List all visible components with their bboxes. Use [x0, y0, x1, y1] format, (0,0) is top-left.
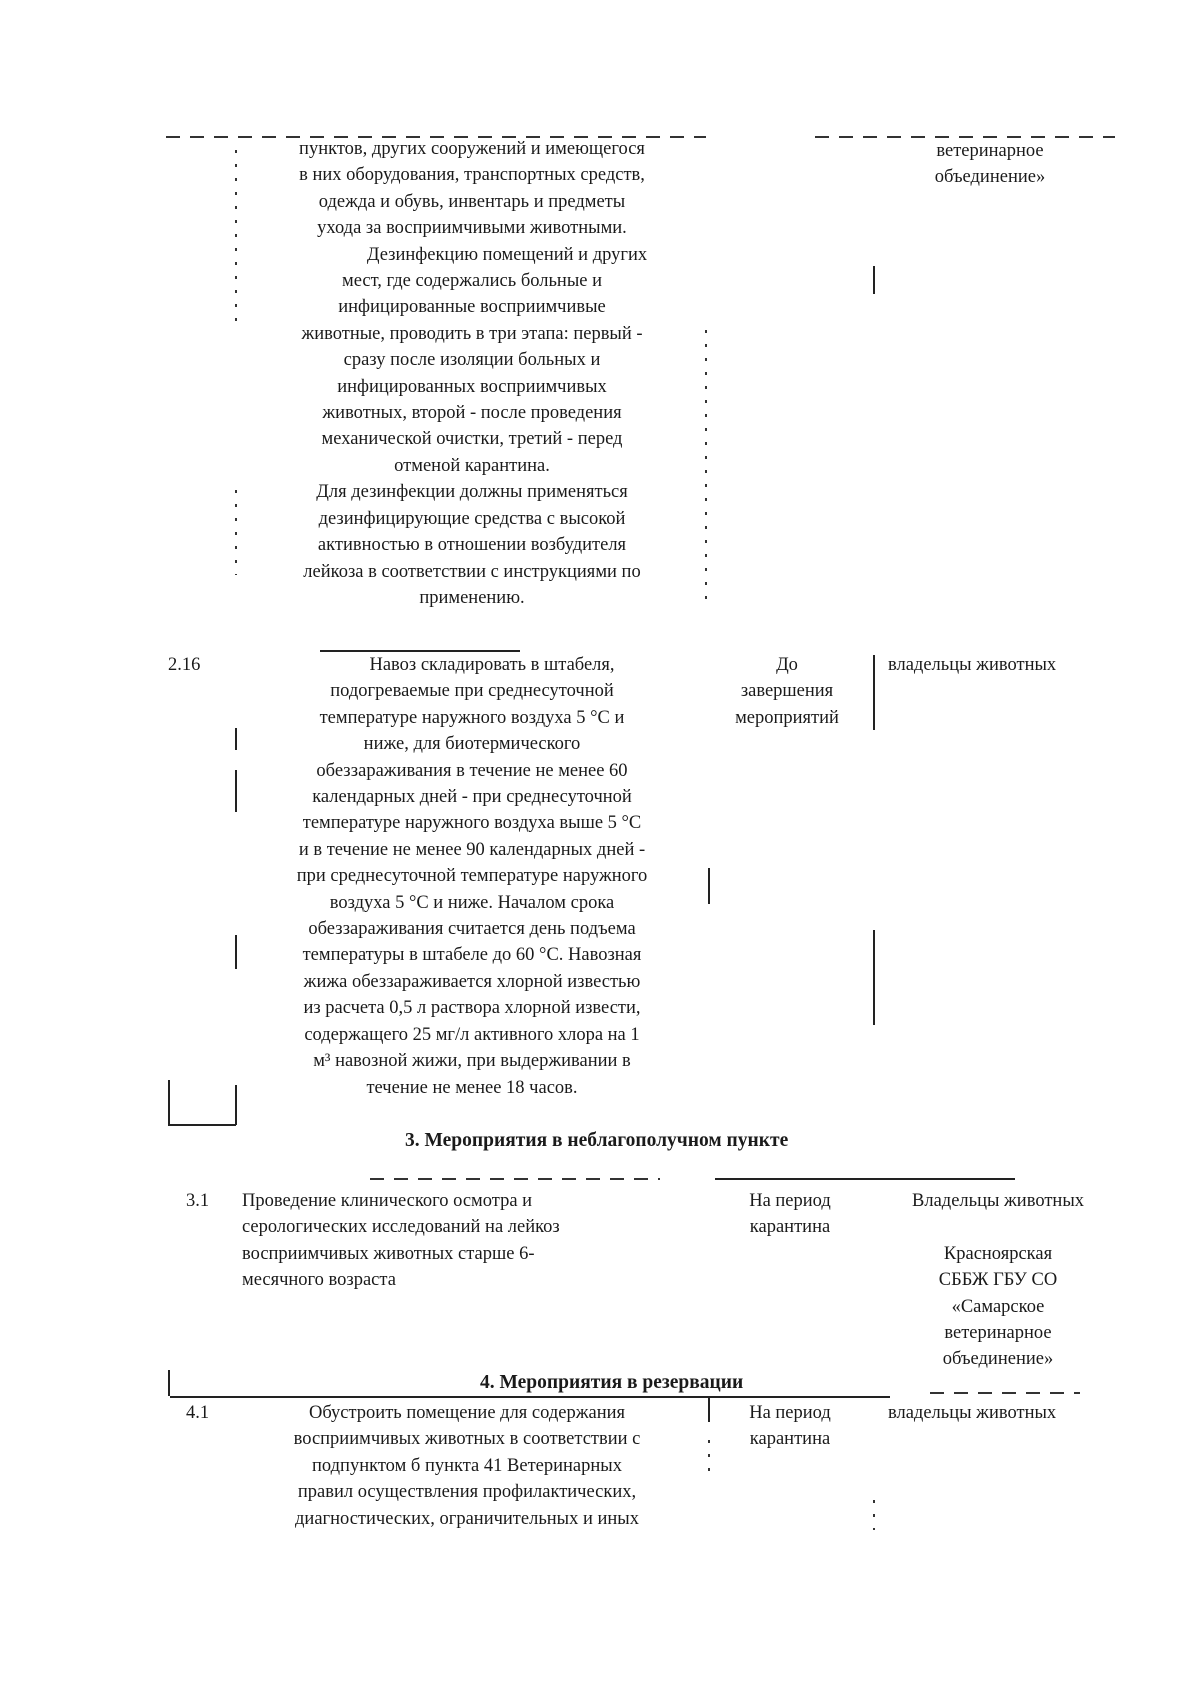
text-line: карантина: [749, 1217, 831, 1238]
text-line: ниже, для биотермического: [363, 734, 581, 755]
column-separator: [235, 150, 237, 325]
text-line: объединение»: [934, 167, 1046, 188]
column-separator: [873, 1500, 875, 1530]
text-line: [878, 1214, 1118, 1240]
text-line: подогреваемые при среднесуточной: [330, 681, 614, 702]
text-line: завершения: [740, 681, 834, 702]
text-line: Проведение клинического осмотра и: [242, 1191, 533, 1211]
column-separator: [873, 655, 875, 730]
text-line: инфицированные восприимчивые: [338, 297, 606, 318]
row-border: [370, 1178, 660, 1180]
column-separator: [235, 490, 237, 575]
text-line: течение не менее 18 часов.: [366, 1077, 578, 1098]
text-line: при среднесуточной температуре наружного: [296, 866, 648, 887]
column-separator: [705, 330, 707, 610]
text-line: температуре наружного воздуха выше 5 °С: [302, 813, 642, 834]
text-line: м³ навозной жижи, при выдерживании в: [313, 1051, 631, 1072]
text-line: в них оборудования, транспортных средств,: [299, 165, 645, 186]
continued-responsible: [880, 138, 1100, 191]
text-line: На период: [749, 1403, 831, 1423]
text-line: На период: [749, 1191, 831, 1211]
text-line: сразу после изоляции больных и: [343, 350, 601, 371]
text-line: восприимчивых животных в соответствии с: [293, 1429, 641, 1450]
row-4-1-term: [720, 1400, 860, 1453]
text-line: карантина: [749, 1429, 831, 1450]
text-line: применению.: [419, 587, 525, 608]
row-border: [715, 1178, 1015, 1180]
column-separator: [708, 1398, 710, 1422]
text-line: механической очистки, третий - перед: [321, 429, 623, 450]
text-line: воздуха 5 °С и ниже. Началом срока: [329, 892, 615, 913]
column-separator: [873, 930, 875, 1025]
left-border: [168, 1080, 170, 1125]
text-line: восприимчивых животных старше 6-: [242, 1243, 535, 1264]
text-line: Для дезинфекции должны применяться: [316, 482, 628, 503]
text-line: серологических исследований на лейкоз: [242, 1217, 560, 1238]
text-line: обеззараживания в течение не менее 60: [316, 760, 628, 781]
text-line: До: [776, 655, 798, 675]
text-line: инфицированных восприимчивых: [337, 376, 607, 397]
text-line: жижа обеззараживается хлорной известью: [303, 971, 641, 992]
text-line: одежда и обувь, инвентарь и предметы: [318, 191, 626, 212]
row-2-16-term: [712, 652, 862, 731]
text-line: животных, второй - после проведения: [322, 403, 622, 424]
row-4-1-responsible: владельцы животных: [888, 1403, 1057, 1423]
text-line: ухода за восприимчивыми животными.: [317, 218, 627, 239]
text-line: Красноярская: [943, 1243, 1053, 1264]
row-3-1-responsible: [878, 1188, 1118, 1373]
text-line: мест, где содержались больные и: [342, 271, 602, 292]
text-line: из расчета 0,5 л раствора хлорной извести,: [303, 998, 641, 1019]
text-line: ветеринарное: [944, 1323, 1052, 1344]
row-3-1-term: [720, 1188, 860, 1241]
section-heading: 3. Мероприятия в неблагополучном пункте: [405, 1130, 789, 1151]
text-line: лейкоза в соответствии с инструкциями по: [303, 561, 641, 582]
text-line: пунктов, других сооружений и имеющегося: [299, 139, 645, 159]
text-line: температуре наружного воздуха 5 °С и: [319, 707, 625, 728]
text-line: СББЖ ГБУ СО: [938, 1270, 1058, 1291]
left-border: [168, 1370, 170, 1396]
column-separator: [235, 728, 237, 750]
text-line: Обустроить помещение для содержания: [308, 1403, 626, 1423]
text-line: Владельцы животных: [912, 1191, 1084, 1211]
text-line: диагностических, ограничительных и иных: [295, 1508, 639, 1529]
text-line: месячного возраста: [242, 1270, 396, 1291]
text-line: и в течение не менее 90 календарных дней -: [298, 839, 646, 860]
text-line: животные, проводить в три этапа: первый -: [301, 323, 643, 344]
row-3-1-measure-text: [242, 1188, 692, 1294]
text-line: Навоз складировать в штабеля,: [369, 655, 615, 675]
text-line: подпунктом б пункта 41 Ветеринарных: [312, 1455, 622, 1476]
section-heading: 4. Мероприятия в резервации: [480, 1372, 744, 1393]
column-separator: [708, 868, 710, 904]
text-line: отменой карантина.: [394, 455, 550, 476]
continued-measure-text: [242, 136, 702, 611]
row-border: [930, 1392, 1080, 1394]
text-line: ветеринарное: [936, 141, 1044, 161]
text-line: дезинфицирующие средства с высокой: [318, 508, 626, 529]
row-number: 3.1: [186, 1191, 210, 1211]
column-separator: [235, 770, 237, 812]
text-line: содержащего 25 мг/л активного хлора на 1: [304, 1024, 640, 1045]
row-2-16-measure-text: [242, 652, 702, 1101]
column-separator: [873, 266, 875, 294]
row-4-1-measure-text: [242, 1400, 692, 1532]
text-line: Дезинфекцию помещений и других: [366, 244, 648, 265]
text-line: обеззараживания считается день подъема: [308, 919, 636, 940]
column-separator: [708, 1440, 710, 1480]
text-line: активностью в отношении возбудителя: [317, 535, 627, 556]
text-line: объединение»: [942, 1349, 1054, 1370]
text-line: температуры в штабеле до 60 °С. Навозная: [302, 945, 642, 966]
row-2-16-responsible: владельцы животных: [888, 655, 1057, 675]
row-number: 2.16: [168, 655, 201, 675]
row-border: [170, 1396, 890, 1398]
text-line: мероприятий: [735, 707, 839, 728]
text-line: календарных дней - при среднесуточной: [312, 787, 632, 808]
row-number: 4.1: [186, 1403, 210, 1423]
row-border: [168, 1124, 236, 1126]
column-separator: [235, 935, 237, 969]
column-separator: [235, 1085, 237, 1125]
text-line: правил осуществления профилактических,: [297, 1482, 637, 1503]
text-line: «Самарское: [951, 1296, 1045, 1317]
